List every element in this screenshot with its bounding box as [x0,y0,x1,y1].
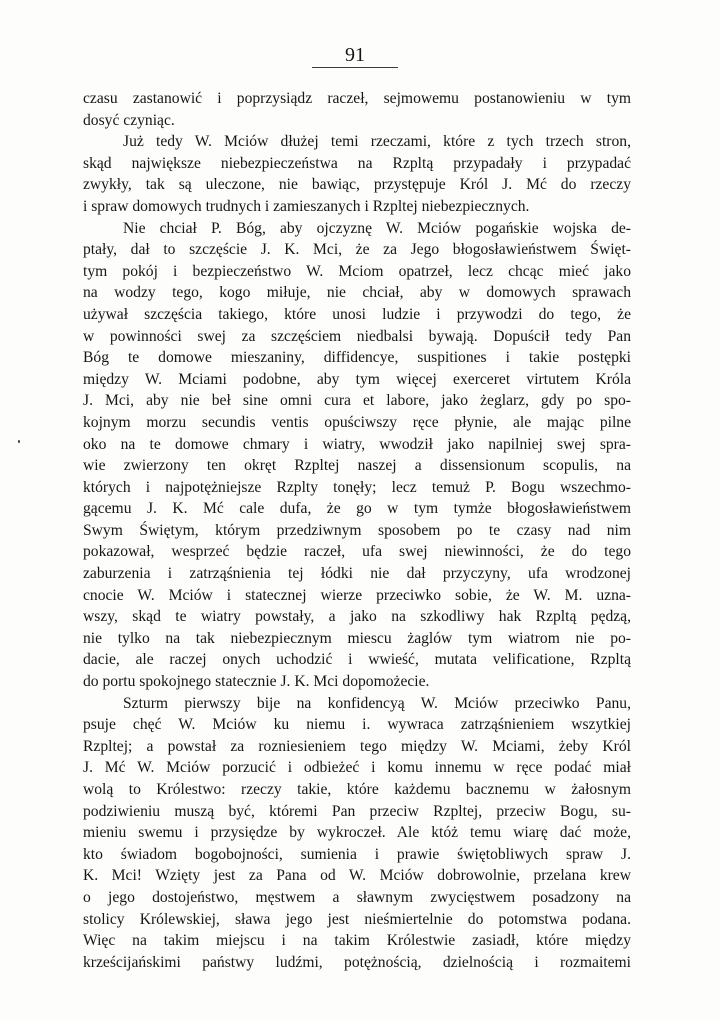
text-line: gącemu J. K. Mć cale dufa, że go w tym tymże błogosławieństwem [83,500,631,518]
text-line: Już tedy W. Mciów dłużej temi rzeczami, które z tych trzech stron, [123,133,631,151]
text-line: na wodzy tego, kogo miłuje, nie chciał, aby w domowych sprawach [83,284,631,302]
scan-speck [18,440,20,443]
text-line: używał szczęścia takiego, które unosi ludzie i przywodzi do tego, że [83,305,631,323]
text-line: skąd największe niebezpieczeństwa na Rzpltą przypadały i przypadać [83,154,631,172]
text-line: dosyć czyniąc. [83,111,175,129]
text-line: nie tylko na tak niebezpiecznym miescu żaglów tym wiatrom nie po- [83,629,631,647]
text-line: mieniu swemu i przysiędze by wykroczeł. Ale któż temu wiarę dać może, [83,824,631,842]
text-line: ptały, dał to szczęście J. K. Mci, że za Jego błogosławieństwem Święt- [83,241,631,259]
text-line: wolą to Królestwo: rzeczy takie, które każdemu bacznemu w żałosnym [83,781,631,798]
text-line: psuje chęć W. Mciów ku niemu i. wywraca zatrząśnieniem wszytkiej [83,716,631,734]
text-line: tym pokój i bezpieczeństwo W. Mciom opatrzeł, lecz chcąc mieć jako [83,262,631,280]
text-line: i spraw domowych trudnych i zamieszanych i Rzpltej niebezpiecznych. [83,197,530,215]
text-line: Nie chciał P. Bóg, aby ojczyznę W. Mciów pogańskie wojska de- [123,219,631,237]
text-line: krześcijańskimi państwy ludźmi, potężnością, dzielnością i rozmaitemi [83,953,631,971]
text-line: Szturm pierwszy bije na konfidencyą W. Mciów przeciwko Panu, [123,694,631,712]
text-line: wszy, skąd te wiatry powstały, a jako na szkodliwy hak Rzpltą pędzą, [83,608,631,626]
text-line: Swym Świętym, którym przedziwnym sposobem po te czasy nad nim [83,521,631,539]
text-line: zaburzenia i zatrząśnienia tej łódki nie dał przyczyny, ufa wrodzonej [83,565,631,583]
text-line: podziwieniu muszą być, któremi Pan przeciw Rzpltej, przeciw Bogu, su- [83,802,631,820]
text-line: w powinności swej za szczęściem niedbalsi bywają. Dopuścił tedy Pan [83,327,631,345]
text-line: Bóg te domowe mieszaniny, diffidencye, suspitiones i takie postępki [83,349,631,367]
page-number-rule [312,67,398,68]
text-line: dacie, ale raczej onych uchodzić i wwieść, mutata velificatione, Rzpltą [83,651,631,669]
text-line: kojnym morzu secundis ventis opuściwszy ręce płynie, ale mając pilne [83,413,631,431]
text-line: J. Mci, aby nie beł sine omni cura et labore, jako żeglarz, gdy po spo- [83,392,631,410]
text-line: kto świadom bogobojności, sumienia i prawie świętobliwych spraw J. [83,845,631,863]
text-line: oko na te domowe chmary i wiatry, wwodził jako napilniej swej spra- [83,435,631,453]
text-line: stolicy Królewskiej, sława jego jest nieśmiertelnie do potomstwa podana. [83,910,631,928]
page-number: 91 [345,44,365,66]
text-line: pokazował, wesprzeć będzie raczeł, ufa swej niewinności, że do tego [83,543,631,561]
text-line: K. Mci! Wzięty jest za Pana od W. Mciów dobrowolnie, przelana krew [83,867,631,885]
text-line: Rzpltej; a powstał za rozniesieniem tego między W. Mciami, żeby Król [83,737,631,755]
text-line: o jego dostojeństwo, męstwem a sławnym zwycięstwem posadzony na [83,888,631,906]
text-line: Więc na takim miejscu i na takim Królestwie zasiadł, które między [83,932,631,950]
text-line: J. Mć W. Mciów porzucić i odbieżeć i komu innemu w ręce podać miał [83,759,631,777]
text-line: zwykły, tak są uleczone, nie bawiąc, przystępuje Król J. Mć do rzeczy [83,176,631,194]
text-line: których i najpotężniejsze Rzplty tonęły; lecz temuż P. Bogu wszechmo- [83,478,631,496]
text-line: między W. Mciami podobne, aby tym więcej exerceret virtutem Króla [83,370,631,388]
text-line: do portu spokojnego statecznie J. K. Mci dopomożecie. [83,673,430,691]
text-line: czasu zastanowić i poprzysiądz raczeł, sejmowemu postanowieniu w tym [83,90,631,107]
text-line: wie zwierzony ten okręt Rzpltej naszej a dissensionum scopulis, na [83,457,631,475]
text-line: cnocie W. Mciów i statecznej wierze przeciwko sobie, że W. M. uzna- [83,586,631,604]
body-text [83,88,631,973]
